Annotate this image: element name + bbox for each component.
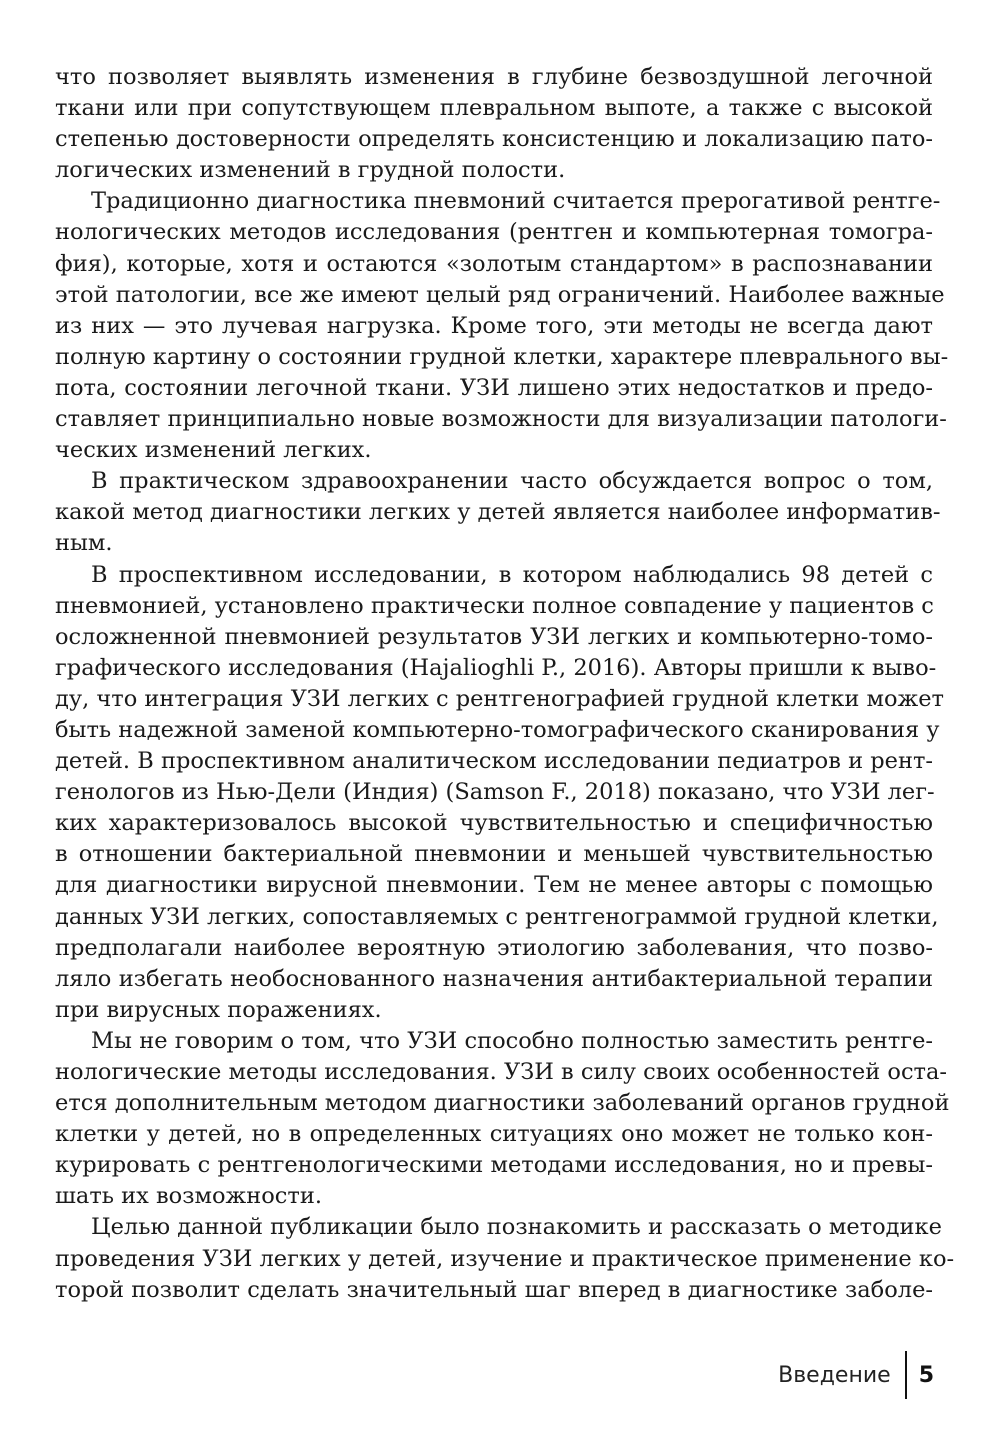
text-line: нологических методов исследования (рентген и компьютерная томогра- bbox=[55, 219, 933, 246]
body-text bbox=[55, 62, 955, 1306]
text-line: что позволяет выявлять изменения в глубине безвоздушной легочной bbox=[55, 64, 933, 90]
text-line: ется дополнительным методом диагностики заболеваний органов грудной bbox=[55, 1090, 950, 1117]
text-line: для диагностики вирусной пневмонии. Тем не менее авторы с помощью bbox=[55, 872, 933, 899]
text-line: шать их возможности. bbox=[55, 1183, 322, 1210]
text-line: предполагали наиболее вероятную этиологию заболевания, что позво- bbox=[55, 934, 933, 961]
text-line: Целью данной публикации было познакомить и рассказать о методике bbox=[91, 1214, 942, 1241]
text-line: фия), которые, хотя и остаются «золотым стандартом» в распознавании bbox=[55, 250, 933, 277]
text-line: этой патологии, все же имеют целый ряд ограничений. Наиболее важные bbox=[55, 281, 945, 308]
text-line: степенью достоверности определять консистенцию и локализацию пато- bbox=[55, 126, 933, 153]
running-footer-section-title: Введение bbox=[778, 1362, 891, 1388]
text-line: торой позволит сделать значительный шаг вперед в диагностике заболе- bbox=[55, 1276, 933, 1303]
page-number: 5 bbox=[918, 1362, 934, 1388]
text-line: Мы не говорим о том, что УЗИ способно полностью заместить рентге- bbox=[91, 1027, 933, 1054]
text-line: проведения УЗИ легких у детей, изучение и практическое применение ко- bbox=[55, 1245, 955, 1272]
text-line: ду, что интеграция УЗИ легких с рентгенографией грудной клетки может bbox=[55, 685, 944, 712]
text-line: В проспективном исследовании, в котором наблюдались 98 детей с bbox=[91, 561, 933, 588]
paragraph bbox=[55, 1026, 950, 1213]
text-line: ких характеризовалось высокой чувствительностью и специфичностью bbox=[55, 810, 933, 837]
text-line: пневмонией, установлено практически полное совпадение у пациентов с bbox=[55, 592, 934, 619]
text-line: В практическом здравоохранении часто обсуждается вопрос о том, bbox=[91, 468, 933, 495]
paragraph bbox=[55, 62, 933, 186]
text-line: из них — это лучевая нагрузка. Кроме того, эти методы не всегда дают bbox=[55, 312, 933, 339]
text-line: генологов из Нью-Дели (Индия) (Samson F., 2018) показано, что УЗИ лег- bbox=[55, 779, 935, 806]
text-line: пота, состоянии легочной ткани. УЗИ лишено этих недостатков и предо- bbox=[55, 374, 933, 401]
text-line: какой метод диагностики легких у детей является наиболее информатив- bbox=[55, 499, 941, 526]
text-line: ставляет принципиально новые возможности для визуализации патологи- bbox=[55, 406, 947, 433]
text-line: данных УЗИ легких, сопоставляемых с рентгенограммой грудной клетки, bbox=[55, 903, 939, 930]
text-line: быть надежной заменой компьютерно-томографического сканирования у bbox=[55, 716, 940, 743]
text-line: клетки у детей, но в определенных ситуациях оно может не только кон- bbox=[55, 1121, 933, 1148]
text-line: ческих изменений легких. bbox=[55, 437, 372, 464]
paragraph bbox=[55, 560, 944, 1026]
text-line: в отношении бактериальной пневмонии и меньшей чувствительностью bbox=[55, 841, 933, 868]
text-line: нологические методы исследования. УЗИ в силу своих особенностей оста- bbox=[55, 1059, 948, 1085]
page-footer bbox=[778, 1355, 934, 1395]
text-line: ным. bbox=[55, 530, 113, 557]
text-line: логических изменений в грудной полости. bbox=[55, 157, 566, 184]
text-line: детей. В проспективном аналитическом исследовании педиатров и рент- bbox=[55, 748, 933, 775]
paragraph bbox=[55, 186, 949, 466]
text-line: при вирусных поражениях. bbox=[55, 996, 382, 1023]
text-line: осложненной пневмонией результатов УЗИ легких и компьютерно-томо- bbox=[55, 623, 933, 650]
text-line: Традиционно диагностика пневмоний считается прерогативой рентге- bbox=[91, 188, 941, 215]
text-line: ткани или при сопутствующем плевральном выпоте, а также с высокой bbox=[55, 95, 933, 122]
paragraph bbox=[55, 466, 941, 559]
text-line: полную картину о состоянии грудной клетки, характере плеврального вы- bbox=[55, 343, 949, 370]
text-line: графического исследования (Hajalioghli P., 2016). Авторы пришли к выво- bbox=[55, 654, 937, 681]
text-line: ляло избегать необоснованного назначения антибактериальной терапии bbox=[55, 965, 933, 992]
paragraph bbox=[55, 1212, 955, 1305]
text-line: курировать с рентгенологическими методами исследования, но и превы- bbox=[55, 1152, 933, 1179]
